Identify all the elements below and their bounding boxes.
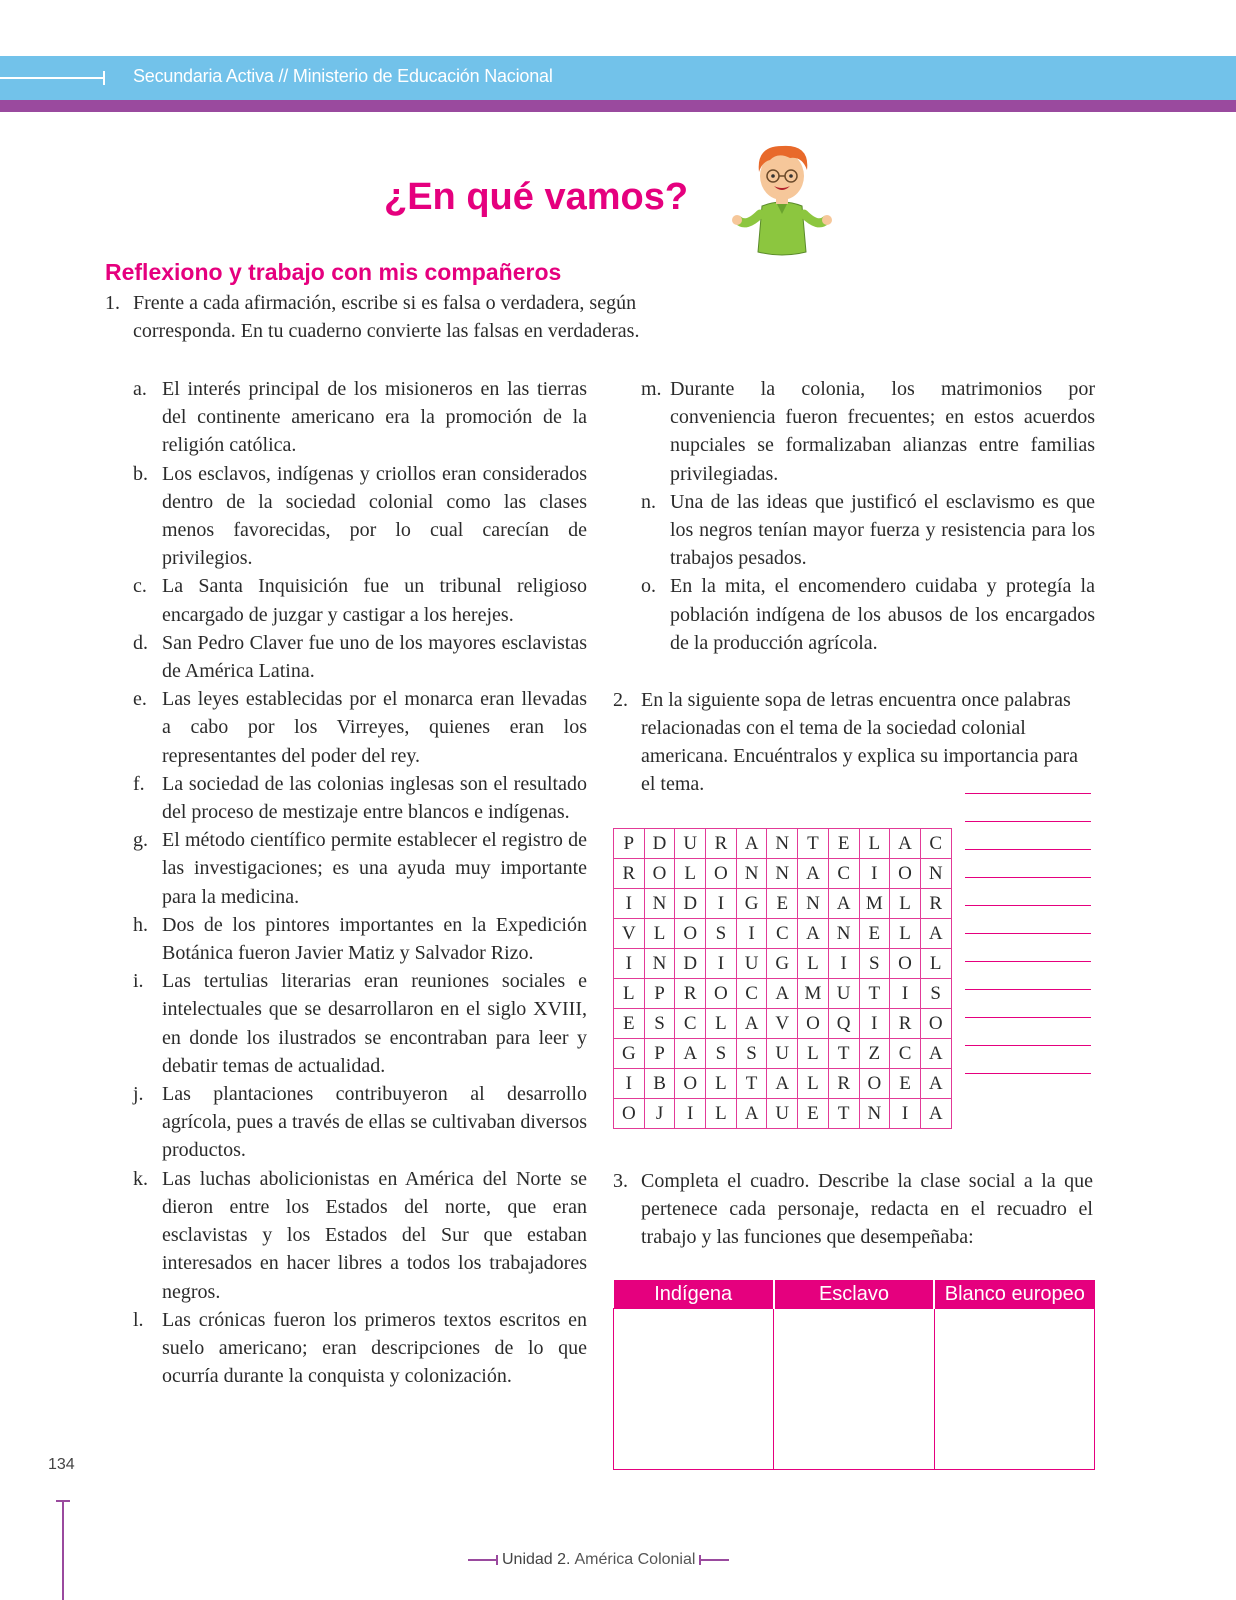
word-search-row — [614, 1099, 952, 1129]
word-search-row — [614, 1039, 952, 1069]
statement-marker: h. — [133, 913, 148, 936]
table-header-esclavo: Esclavo — [774, 1280, 934, 1309]
statement-marker: c. — [133, 575, 147, 598]
answer-line[interactable] — [965, 821, 1091, 822]
word-search-cell[interactable]: O — [859, 1069, 890, 1099]
word-search-cell[interactable]: C — [920, 829, 951, 859]
statement-item-d — [133, 629, 587, 685]
question-1 — [105, 289, 725, 345]
word-search-cell[interactable]: O — [675, 1069, 706, 1099]
word-search-cell[interactable]: S — [644, 1009, 675, 1039]
word-search-cell[interactable]: U — [767, 1039, 798, 1069]
word-search-cell[interactable]: S — [706, 1039, 737, 1069]
statement-text: Dos de los pintores importantes en la Expedición Botánica fueron Javier Matiz y Salvador Rizo. — [162, 913, 587, 965]
word-search-cell[interactable]: A — [736, 1099, 767, 1129]
word-search-cell[interactable]: S — [736, 1039, 767, 1069]
answer-line[interactable] — [965, 1017, 1091, 1018]
word-search-cell[interactable]: O — [920, 1009, 951, 1039]
word-search-cell[interactable]: I — [706, 889, 737, 919]
header-stripe — [0, 100, 1236, 112]
statement-marker: k. — [133, 1167, 148, 1190]
footer — [468, 1551, 729, 1569]
word-search-cell[interactable]: A — [675, 1039, 706, 1069]
statement-text: Una de las ideas que justificó el esclavismo es que los negros tenían mayor fuerza y resistencia para los trabajos pesados. — [670, 490, 1095, 570]
word-search-cell[interactable]: T — [828, 1099, 859, 1129]
word-search-cell[interactable]: A — [736, 829, 767, 859]
table-header-indigena: Indígena — [614, 1280, 774, 1309]
answer-line[interactable] — [965, 793, 1091, 794]
word-search-cell[interactable]: N — [859, 1099, 890, 1129]
question-3-text: Completa el cuadro. Describe la clase social a la que pertenece cada personaje, redacta en el recuadro el trabajo y las funciones que desempeñaba: — [641, 1170, 1093, 1248]
word-search-cell[interactable]: D — [644, 829, 675, 859]
question-3 — [613, 1167, 1093, 1251]
answer-line[interactable] — [965, 961, 1091, 962]
header-text: Secundaria Activa // Ministerio de Educación Nacional — [133, 66, 553, 86]
social-class-table — [613, 1280, 1095, 1470]
word-search-cell[interactable]: A — [767, 979, 798, 1009]
word-search-row — [614, 919, 952, 949]
statement-item-l — [133, 1306, 587, 1391]
statement-text: Las leyes establecidas por el monarca eran llevadas a cabo por los Virreyes, quienes eran los representantes del poder del rey. — [162, 688, 587, 767]
word-search-cell[interactable]: G — [614, 1039, 645, 1069]
word-search-cell[interactable]: I — [859, 859, 890, 889]
answer-line[interactable] — [965, 1073, 1091, 1074]
statement-list-right — [641, 375, 1095, 657]
word-search-cell[interactable]: L — [644, 919, 675, 949]
word-search-cell[interactable]: G — [767, 949, 798, 979]
word-search-cell[interactable]: O — [890, 859, 921, 889]
word-search-cell[interactable]: R — [614, 859, 645, 889]
statement-item-n — [641, 488, 1095, 573]
word-search-cell[interactable]: E — [828, 829, 859, 859]
word-search-cell[interactable]: O — [798, 1009, 829, 1039]
word-search-cell[interactable]: P — [644, 1039, 675, 1069]
answer-line[interactable] — [965, 905, 1091, 906]
statement-marker: o. — [641, 575, 656, 598]
word-search-cell[interactable]: I — [890, 979, 921, 1009]
word-search-cell[interactable]: A — [920, 919, 951, 949]
statement-item-o — [641, 572, 1095, 657]
word-search-cell[interactable]: N — [767, 829, 798, 859]
statement-marker: g. — [133, 829, 148, 852]
word-search-cell[interactable]: O — [706, 859, 737, 889]
word-search-cell[interactable]: O — [675, 919, 706, 949]
word-search-cell[interactable]: C — [767, 919, 798, 949]
word-search-cell[interactable]: P — [644, 979, 675, 1009]
word-search-cell[interactable]: E — [767, 889, 798, 919]
word-search-cell[interactable]: R — [706, 829, 737, 859]
word-search-cell[interactable]: N — [644, 949, 675, 979]
word-search-cell[interactable]: N — [644, 889, 675, 919]
word-search-cell[interactable]: L — [706, 1099, 737, 1129]
question-2-number: 2. — [613, 689, 628, 711]
word-search-cell[interactable]: T — [798, 829, 829, 859]
table-cell-esclavo[interactable] — [774, 1309, 934, 1470]
header-rule — [0, 77, 103, 79]
statement-marker: e. — [133, 688, 147, 711]
statement-text: Los esclavos, indígenas y criollos eran considerados dentro de la sociedad colonial como las clases menos favorecidas, por lo cual carecían de privilegios. — [162, 462, 587, 570]
statement-item-f — [133, 770, 587, 826]
word-search-cell[interactable]: A — [767, 1069, 798, 1099]
word-search-cell[interactable]: A — [890, 829, 921, 859]
statement-list-left — [133, 375, 587, 1390]
word-search-row — [614, 859, 952, 889]
statement-marker: i. — [133, 970, 144, 993]
statement-marker: a. — [133, 378, 147, 400]
word-search-cell[interactable]: L — [890, 889, 921, 919]
footer-unit: Unidad 2. — [502, 1551, 571, 1568]
footer-rule-right — [701, 1559, 729, 1561]
student-mascot-illustration — [732, 140, 832, 258]
word-search-cell[interactable]: O — [890, 949, 921, 979]
word-search-cell[interactable]: A — [920, 1099, 951, 1129]
word-search-cell[interactable]: M — [798, 979, 829, 1009]
statement-text: Las crónicas fueron los primeros textos escritos en suelo americano; eran descripciones de lo que ocurría durante la conquista y colonización. — [162, 1308, 587, 1388]
word-search-cell[interactable]: S — [859, 949, 890, 979]
word-search-row — [614, 949, 952, 979]
word-search-cell[interactable]: I — [890, 1099, 921, 1129]
word-search-cell[interactable]: P — [614, 829, 645, 859]
page-title: ¿En qué vamos? — [384, 176, 689, 218]
word-search-cell[interactable]: A — [828, 889, 859, 919]
word-search-cell[interactable]: L — [920, 949, 951, 979]
word-search-cell[interactable]: S — [920, 979, 951, 1009]
question-1-number: 1. — [105, 292, 120, 314]
word-search-cell[interactable]: L — [798, 1039, 829, 1069]
word-search-cell[interactable]: I — [614, 889, 645, 919]
word-search-cell[interactable]: R — [920, 889, 951, 919]
word-search-cell[interactable]: T — [736, 1069, 767, 1099]
statement-marker: m. — [641, 378, 662, 400]
answer-line[interactable] — [965, 849, 1091, 850]
word-search-cell[interactable]: T — [828, 1039, 859, 1069]
word-search-cell[interactable]: R — [828, 1069, 859, 1099]
word-search-cell[interactable]: L — [798, 949, 829, 979]
word-search-cell[interactable]: J — [644, 1099, 675, 1129]
word-search-cell[interactable]: E — [859, 919, 890, 949]
word-search-cell[interactable]: I — [859, 1009, 890, 1039]
word-search-cell[interactable]: M — [859, 889, 890, 919]
statement-item-c — [133, 572, 587, 628]
word-search-cell[interactable]: R — [890, 1009, 921, 1039]
statement-item-m — [641, 375, 1095, 488]
statement-item-k — [133, 1165, 587, 1306]
statement-item-h — [133, 911, 587, 967]
word-search-row — [614, 1009, 952, 1039]
statement-text: Durante la colonia, los matrimonios por conveniencia fueron frecuentes; en estos acuerdos nupciales se formalizaban alianzas entre familias privilegiadas. — [670, 378, 1095, 485]
statement-text: La Santa Inquisición fue un tribunal religioso encargado de juzgar y castigar a los herejes. — [162, 575, 587, 626]
table-cell-blanco-europeo[interactable] — [934, 1309, 1094, 1470]
word-search-cell[interactable]: Z — [859, 1039, 890, 1069]
word-search-cell[interactable]: E — [614, 1009, 645, 1039]
statement-text: Las plantaciones contribuyeron al desarrollo agrícola, pues a través de ellas se cultivaban diversos productos. — [162, 1083, 587, 1162]
word-search-cell[interactable]: O — [644, 859, 675, 889]
statement-text: En la mita, el encomendero cuidaba y protegía la población indígena de los abusos de los encargados de la producción agrícola. — [670, 575, 1095, 654]
word-search-cell[interactable]: U — [828, 979, 859, 1009]
word-search-cell[interactable]: B — [644, 1069, 675, 1099]
word-search-cell[interactable]: I — [614, 949, 645, 979]
word-search-cell[interactable]: L — [706, 1069, 737, 1099]
footer-unit-title: América Colonial — [574, 1551, 696, 1568]
word-search-grid — [613, 828, 952, 1129]
header-rule-tick — [103, 71, 105, 85]
word-search-cell[interactable]: D — [675, 889, 706, 919]
word-search-cell[interactable]: N — [736, 859, 767, 889]
statement-marker: l. — [133, 1308, 144, 1331]
statement-item-a — [133, 375, 587, 460]
word-search-cell[interactable]: V — [767, 1009, 798, 1039]
word-search-cell[interactable]: D — [675, 949, 706, 979]
word-search-cell[interactable]: I — [736, 919, 767, 949]
word-search-row — [614, 979, 952, 1009]
statement-text: El método científico permite establecer el registro de las investigaciones; es una ayuda muy importante para la medicina. — [162, 829, 587, 908]
word-search-cell[interactable]: O — [706, 979, 737, 1009]
word-search-row — [614, 889, 952, 919]
word-search-cell[interactable]: C — [736, 979, 767, 1009]
margin-rule — [62, 1500, 64, 1600]
word-search-cell[interactable]: R — [675, 979, 706, 1009]
statement-text: El interés principal de los misioneros en las tierras del continente americano era la promoción de la religión católica. — [162, 378, 587, 457]
word-search-cell[interactable]: I — [675, 1099, 706, 1129]
statement-item-b — [133, 460, 587, 573]
word-search-cell[interactable]: L — [706, 1009, 737, 1039]
statement-item-g — [133, 826, 587, 911]
word-search-cell[interactable]: A — [798, 859, 829, 889]
statement-marker: d. — [133, 631, 148, 654]
footer-rule-left — [468, 1559, 496, 1561]
word-search-cell[interactable]: T — [859, 979, 890, 1009]
word-search-cell[interactable]: V — [614, 919, 645, 949]
word-search-cell[interactable]: L — [798, 1069, 829, 1099]
word-search-cell[interactable]: L — [859, 829, 890, 859]
statement-text: Las luchas abolicionistas en América del Norte se dieron entre los Estados del norte, que eran esclavistas y los Estados del Sur que estaban interesados en hacer libres a todos los trabajadores negros. — [162, 1167, 587, 1303]
word-search-cell[interactable]: C — [675, 1009, 706, 1039]
word-search-cell[interactable]: U — [767, 1099, 798, 1129]
word-search-cell[interactable]: L — [675, 859, 706, 889]
statement-text: Las tertulias literarias eran reuniones sociales e intelectuales que se desarrollaron en el siglo XVIII, en donde los ilustrados se encontraban para leer y debatir temas de actualidad. — [162, 970, 587, 1077]
answer-line[interactable] — [965, 1045, 1091, 1046]
answer-line[interactable] — [965, 989, 1091, 990]
word-search-cell[interactable]: L — [890, 919, 921, 949]
word-search-cell[interactable]: S — [706, 919, 737, 949]
table-cell-indigena[interactable] — [614, 1309, 774, 1470]
word-search-cell[interactable]: A — [798, 919, 829, 949]
word-search-cell[interactable]: U — [736, 949, 767, 979]
word-search-cell[interactable]: I — [828, 949, 859, 979]
word-search-row — [614, 829, 952, 859]
word-search-cell[interactable]: C — [828, 859, 859, 889]
word-search-cell[interactable]: A — [920, 1039, 951, 1069]
question-1-text: Frente a cada afirmación, escribe si es falsa o verdadera, según corresponda. En tu cuaderno convierte las falsas en verdaderas. — [133, 292, 640, 342]
word-search-cell[interactable]: N — [920, 859, 951, 889]
word-search-cell[interactable]: I — [614, 1069, 645, 1099]
answer-line[interactable] — [965, 877, 1091, 878]
question-2 — [613, 686, 1093, 798]
word-search-cell[interactable]: L — [614, 979, 645, 1009]
word-search-cell[interactable]: A — [736, 1009, 767, 1039]
word-search-cell[interactable]: U — [675, 829, 706, 859]
page-number: 134 — [48, 1456, 75, 1473]
table-header-blanco-europeo: Blanco europeo — [934, 1280, 1094, 1309]
word-search-cell[interactable]: Q — [828, 1009, 859, 1039]
question-2-text: En la siguiente sopa de letras encuentra once palabras relacionadas con el tema de la sociedad colonial americana. Encuéntralos y explica su importancia para el tema. — [641, 689, 1079, 795]
word-search-cell[interactable]: A — [920, 1069, 951, 1099]
word-search-cell[interactable]: C — [890, 1039, 921, 1069]
statement-marker: b. — [133, 462, 148, 485]
statement-marker: f. — [133, 772, 145, 795]
statement-text: San Pedro Claver fue uno de los mayores esclavistas de América Latina. — [162, 631, 587, 683]
statement-marker: n. — [641, 490, 656, 513]
statement-marker: j. — [133, 1083, 144, 1106]
word-search-row — [614, 1069, 952, 1099]
word-search-cell[interactable]: O — [614, 1099, 645, 1129]
word-search-cell[interactable]: N — [798, 889, 829, 919]
word-search-cell[interactable]: N — [767, 859, 798, 889]
statement-item-j — [133, 1080, 587, 1165]
word-search-cell[interactable]: N — [828, 919, 859, 949]
question-3-number: 3. — [613, 1170, 628, 1192]
statement-text: La sociedad de las colonias inglesas son el resultado del proceso de mestizaje entre blancos e indígenas. — [162, 772, 587, 824]
word-search-cell[interactable]: I — [706, 949, 737, 979]
word-search-cell[interactable]: E — [798, 1099, 829, 1129]
footer-tick-left — [496, 1555, 498, 1565]
word-search-cell[interactable]: G — [736, 889, 767, 919]
answer-line[interactable] — [965, 933, 1091, 934]
word-search-cell[interactable]: E — [890, 1069, 921, 1099]
statement-item-e — [133, 685, 587, 770]
section-title: Reflexiono y trabajo con mis compañeros — [105, 259, 562, 285]
statement-item-i — [133, 967, 587, 1080]
